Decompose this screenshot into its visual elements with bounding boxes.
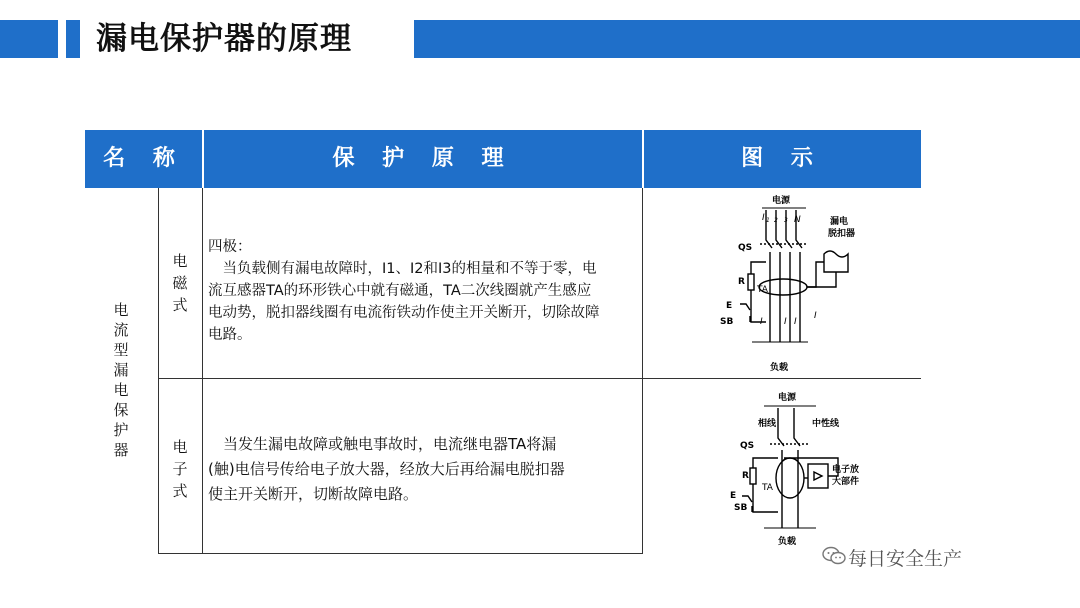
label-amp: 电子放 [832, 465, 860, 475]
label-release2: 脱扣器 [828, 229, 856, 239]
header-bar-accent [66, 20, 80, 58]
vertical-char: 型 [113, 341, 129, 359]
label-r: R [738, 277, 745, 287]
vertical-char: 漏 [113, 361, 129, 379]
text-line: 电动势，脱扣器线圈有电流衔铁动作使主开关断开，切除故障 [208, 305, 600, 321]
label-current: I [762, 213, 765, 223]
vertical-char: 电 [172, 438, 188, 456]
text-line: (触)电信号传给电子放大器，经放大后再给漏电脱扣器 [208, 460, 565, 478]
vertical-char: 保 [113, 401, 129, 419]
text-line: 电路。 [208, 327, 252, 343]
label-qs: QS [740, 441, 755, 451]
header-divider [202, 130, 204, 188]
text-line: 当发生漏电故障或触电事故时，电流继电器TA将漏 [208, 435, 557, 453]
label-neutral: N [794, 215, 801, 225]
label-qs: QS [738, 243, 753, 253]
label-sb: SB [734, 503, 748, 513]
header-name: 名 称 [103, 146, 185, 171]
label-release: 漏电 [830, 217, 849, 227]
vertical-char: 器 [113, 441, 129, 459]
label-phase: 1 [766, 217, 770, 224]
table-border [158, 553, 642, 554]
vertical-char: 护 [113, 421, 129, 439]
vertical-char: 式 [172, 482, 188, 500]
label-phase: 3 [784, 217, 788, 224]
label-source: 电源 [778, 393, 797, 403]
page-title: 漏电保护器的原理 [96, 21, 352, 57]
vertical-char: 电 [113, 381, 129, 399]
label-current: I [794, 317, 797, 327]
table-border [202, 188, 203, 554]
label-load: 负载 [778, 537, 797, 547]
label-phase: 相线 [758, 419, 777, 429]
label-amp2: 大部件 [832, 477, 860, 487]
label-ta: TA [757, 285, 768, 295]
principle-electromagnetic [208, 236, 638, 346]
label-e: E [730, 491, 737, 501]
text-line: 使主开关断开，切断故障电路。 [208, 485, 419, 503]
electromagnetic-diagram [710, 192, 870, 374]
label-ta: TA [762, 483, 773, 493]
vertical-char: 电 [113, 301, 129, 319]
vertical-char: 流 [113, 321, 129, 339]
label-e: E [726, 301, 733, 311]
label-source: 电源 [772, 196, 791, 206]
label-current: I [814, 311, 817, 321]
text-line: 当负载侧有漏电故障时，I1、I2和I3的相量和不等于零，电 [208, 261, 597, 277]
header-diagram: 图 示 [741, 146, 823, 171]
category-label [110, 300, 132, 460]
wechat-icon [822, 546, 846, 566]
label-neutral: 中性线 [812, 419, 840, 429]
label-load: 负载 [770, 363, 789, 373]
label-current: I [784, 317, 787, 327]
header-bar-right [414, 20, 1080, 58]
vertical-char: 电 [172, 252, 188, 270]
label-phase: 2 [774, 217, 778, 224]
table-border [642, 188, 643, 554]
text-line: 流互感器TA的环形铁心中就有磁通，TA二次线圈就产生感应 [208, 283, 592, 299]
header-bar-left [0, 20, 58, 58]
label-sb: SB [720, 317, 734, 327]
vertical-char: 磁 [172, 274, 188, 292]
table-border [158, 188, 159, 554]
header-principle: 保 护 原 理 [332, 146, 514, 171]
text-line: 四极： [208, 239, 252, 255]
table-header [85, 130, 921, 188]
row-divider [158, 378, 921, 379]
label-current: I [760, 317, 763, 327]
principle-electronic [208, 432, 640, 507]
electronic-diagram [720, 388, 870, 550]
row-type-electronic [169, 436, 191, 502]
label-r: R [742, 471, 749, 481]
vertical-char: 式 [172, 296, 188, 314]
vertical-char: 子 [172, 460, 188, 478]
header-divider [642, 130, 644, 188]
watermark: 每日安全生产 [848, 548, 963, 570]
row-type-electromagnetic [169, 250, 191, 316]
